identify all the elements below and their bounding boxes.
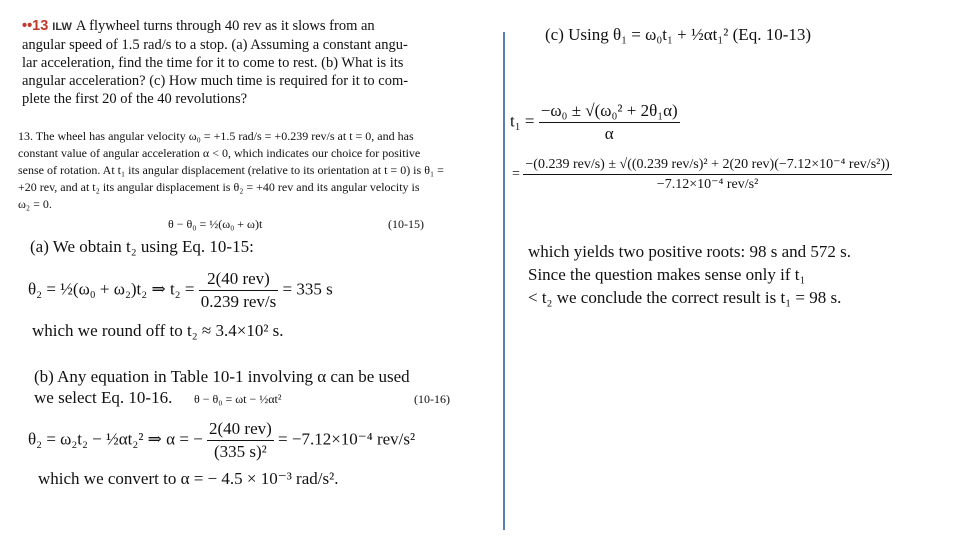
- part-c-line-1: which yields two positive roots: 98 s and 572 s.: [528, 242, 851, 261]
- problem-line-1: [22, 18, 375, 36]
- ilw-badge: ILW: [52, 21, 72, 33]
- part-b-lhs: θ₂ = ω₂t₂ − ½αt₂² ⇒ α = −: [28, 429, 203, 449]
- part-c-numerator-2: −(0.239 rev/s) ± √((0.239 rev/s)² + 2(20 rev)(−7.12×10⁻⁴ rev/s²)): [523, 155, 891, 175]
- part-b-result: = −7.12×10⁻⁴ rev/s²: [278, 429, 416, 449]
- t1-label: t₁ =: [510, 111, 535, 131]
- part-a-fraction: [199, 268, 279, 313]
- part-a-result: = 335 s: [282, 279, 333, 299]
- eq-10-15-tag: (10-15): [388, 217, 424, 231]
- part-c-heading: (c) Using θ₁ = ω₀t₁ + ½αt₁² (Eq. 10-13): [545, 25, 812, 44]
- column-divider: [503, 32, 505, 530]
- part-b-numerator: 2(40 rev): [207, 418, 274, 441]
- eq-10-15: θ − θ₀ = ½(ω₀ + ω)t: [168, 217, 263, 231]
- problem-number: ••13: [22, 18, 49, 34]
- part-a-numerator: 2(40 rev): [199, 268, 279, 291]
- part-a-heading: (a) We obtain t₂ using Eq. 10-15:: [30, 237, 254, 256]
- part-a-conclusion: which we round off to t₂ ≈ 3.4×10² s.: [32, 321, 284, 340]
- part-c-substitution: [512, 155, 892, 194]
- setup-line-2: constant value of angular acceleration α < 0, which indicates our choice for positive: [18, 146, 421, 160]
- part-b-equation: [28, 418, 415, 463]
- problem-line-2: angular speed of 1.5 rad/s to a stop. (a) Assuming a constant angu-: [22, 37, 408, 53]
- part-c-denominator-2: −7.12×10⁻⁴ rev/s²: [656, 177, 759, 192]
- problem-line-3: lar acceleration, find the time for it to come to rest. (b) What is its: [22, 55, 404, 71]
- part-c-fraction-2: [523, 155, 891, 194]
- eq-10-16: θ − θ₀ = ωt − ½αt²: [194, 392, 282, 406]
- eq-10-16-tag: (10-16): [414, 392, 450, 406]
- part-b-heading-2: we select Eq. 10-16.: [34, 388, 173, 407]
- setup-line-1: 13. The wheel has angular velocity ω₀ = +1.5 rad/s = +0.239 rev/s at t = 0, and has: [18, 129, 414, 143]
- part-c-numerator-1: −ω₀ ± √(ω₀² + 2θ₁α): [539, 100, 680, 123]
- part-b-denominator: (335 s)²: [213, 442, 267, 461]
- part-a-equation: [28, 268, 333, 313]
- problem-text-1: A flywheel turns through 40 rev as it slows from an: [75, 18, 375, 34]
- part-c-fraction-1: [539, 100, 680, 145]
- part-c-line-3: < t₂ we conclude the correct result is t₁ = 98 s.: [528, 288, 842, 307]
- part-b-conclusion: which we convert to α = − 4.5 × 10⁻³ rad/s².: [38, 469, 339, 488]
- part-c-denominator-1: α: [604, 124, 614, 143]
- problem-line-5: plete the first 20 of the 40 revolutions?: [22, 91, 248, 107]
- part-b-fraction: [207, 418, 274, 463]
- part-a-denominator: 0.239 rev/s: [200, 292, 277, 311]
- problem-line-4: angular acceleration? (c) How much time is required for it to com-: [22, 73, 409, 89]
- part-c-line-2: Since the question makes sense only if t₁: [528, 265, 806, 284]
- part-a-lhs: θ₂ = ½(ω₀ + ω₂)t₂ ⇒ t₂ =: [28, 279, 195, 299]
- part-b-heading-1: (b) Any equation in Table 10-1 involving α can be used: [34, 367, 410, 386]
- equals-sign: =: [512, 166, 520, 182]
- setup-line-4: +20 rev, and at t₂ its angular displacement is θ₂ = +40 rev and its angular velocity is: [18, 180, 420, 194]
- part-c-formula: [510, 100, 680, 145]
- setup-line-5: ω₂ = 0.: [18, 197, 52, 211]
- setup-line-3: sense of rotation. At t₁ its angular displacement (relative to its orientation at t = 0) is θ₁ =: [18, 163, 444, 177]
